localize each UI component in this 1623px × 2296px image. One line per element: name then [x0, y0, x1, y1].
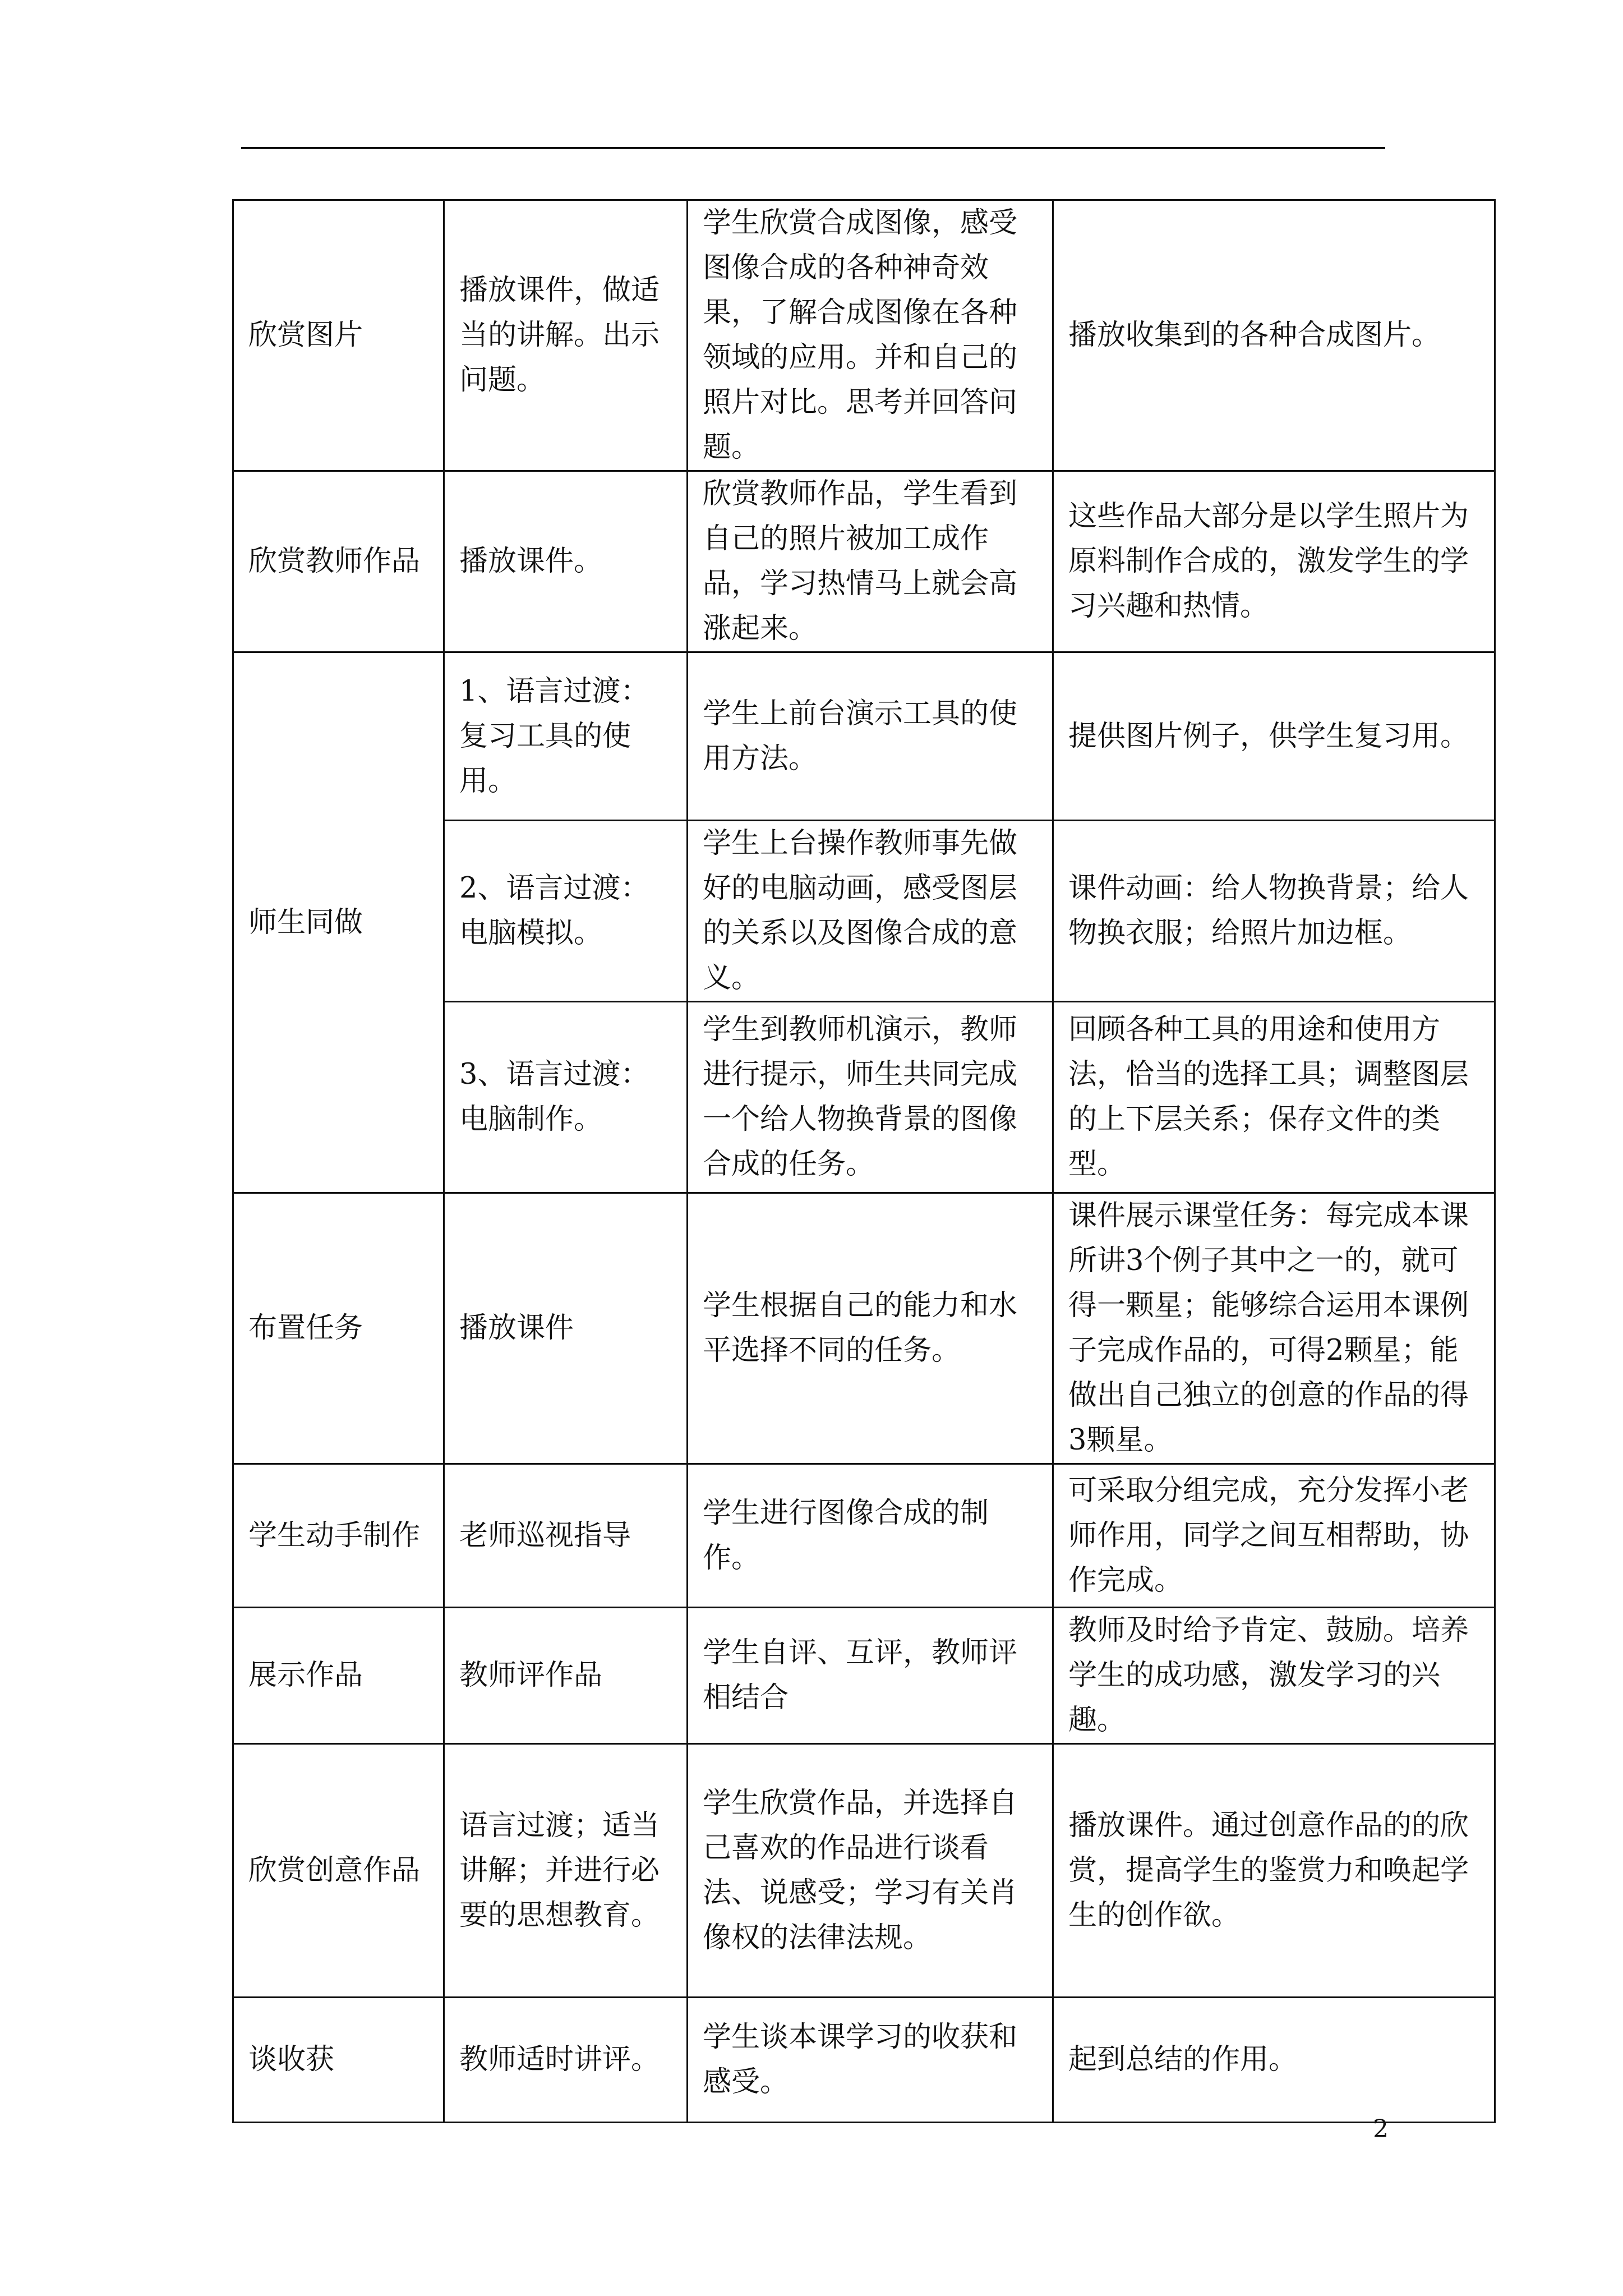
- student-activity-cell: 学生根据自己的能力和水平选择不同的任务。: [688, 1193, 1053, 1464]
- student-activity-cell: 学生自评、互评，教师评相结合: [688, 1608, 1053, 1744]
- activity-cell: 学生动手制作: [233, 1464, 444, 1608]
- design-notes-cell: 起到总结的作用。: [1053, 1998, 1495, 2123]
- table-row: [233, 1193, 1495, 1464]
- teacher-activity-cell: 播放课件: [444, 1193, 688, 1464]
- teacher-activity-cell: 播放课件，做适当的讲解。出示问题。: [444, 200, 688, 471]
- student-activity-cell: 学生上前台演示工具的使用方法。: [688, 652, 1053, 821]
- table-row: [233, 1744, 1495, 1998]
- teacher-activity-cell: 老师巡视指导: [444, 1464, 688, 1608]
- activity-cell: 欣赏图片: [233, 200, 444, 471]
- teacher-activity-cell: 教师适时讲评。: [444, 1998, 688, 2123]
- teacher-activity-cell: 教师评作品: [444, 1608, 688, 1744]
- table-row: [233, 652, 1495, 821]
- student-activity-cell: 学生上台操作教师事先做好的电脑动画，感受图层的关系以及图像合成的意义。: [688, 821, 1053, 1002]
- teacher-activity-cell: 播放课件。: [444, 471, 688, 652]
- lesson-plan-table: [232, 199, 1496, 2123]
- activity-cell: 师生同做: [233, 652, 444, 1193]
- activity-cell: 欣赏创意作品: [233, 1744, 444, 1998]
- student-activity-cell: 学生欣赏合成图像，感受图像合成的各种神奇效果，了解合成图像在各种领域的应用。并和自己的照片对比。思考并回答问题。: [688, 200, 1053, 471]
- design-notes-cell: 提供图片例子，供学生复习用。: [1053, 652, 1495, 821]
- student-activity-cell: 学生谈本课学习的收获和感受。: [688, 1998, 1053, 2123]
- activity-cell: 展示作品: [233, 1608, 444, 1744]
- design-notes-cell: 播放课件。通过创意作品的的欣赏，提高学生的鉴赏力和唤起学生的创作欲。: [1053, 1744, 1495, 1998]
- activity-cell: 谈收获: [233, 1998, 444, 2123]
- student-activity-cell: 学生进行图像合成的制作。: [688, 1464, 1053, 1608]
- header-rule: [241, 147, 1385, 149]
- design-notes-cell: 课件动画：给人物换背景；给人物换衣服；给照片加边框。: [1053, 821, 1495, 1002]
- design-notes-cell: 教师及时给予肯定、鼓励。培养学生的成功感，激发学习的兴趣。: [1053, 1608, 1495, 1744]
- student-activity-cell: 学生欣赏作品，并选择自己喜欢的作品进行谈看法、说感受；学习有关肖像权的法律法规。: [688, 1744, 1053, 1998]
- design-notes-cell: 这些作品大部分是以学生照片为原料制作合成的，激发学生的学习兴趣和热情。: [1053, 471, 1495, 652]
- table-row: [233, 1608, 1495, 1744]
- page-number: 2: [1373, 2115, 1389, 2143]
- teacher-activity-cell: 语言过渡；适当讲解；并进行必要的思想教育。: [444, 1744, 688, 1998]
- design-notes-cell: 播放收集到的各种合成图片。: [1053, 200, 1495, 471]
- table-row: [233, 1998, 1495, 2123]
- student-activity-cell: 欣赏教师作品，学生看到自己的照片被加工成作品，学习热情马上就会高涨起来。: [688, 471, 1053, 652]
- activity-cell: 布置任务: [233, 1193, 444, 1464]
- design-notes-cell: 回顾各种工具的用途和使用方法，恰当的选择工具；调整图层的上下层关系；保存文件的类型。: [1053, 1002, 1495, 1193]
- teacher-activity-cell: 1、语言过渡：复习工具的使用。: [444, 652, 688, 821]
- table-row: [233, 1464, 1495, 1608]
- design-notes-cell: 可采取分组完成，充分发挥小老师作用，同学之间互相帮助，协作完成。: [1053, 1464, 1495, 1608]
- table-row: [233, 200, 1495, 471]
- teacher-activity-cell: 3、语言过渡：电脑制作。: [444, 1002, 688, 1193]
- activity-cell: 欣赏教师作品: [233, 471, 444, 652]
- table-row: [233, 471, 1495, 652]
- teacher-activity-cell: 2、语言过渡：电脑模拟。: [444, 821, 688, 1002]
- student-activity-cell: 学生到教师机演示，教师进行提示，师生共同完成一个给人物换背景的图像合成的任务。: [688, 1002, 1053, 1193]
- design-notes-cell: 课件展示课堂任务：每完成本课所讲3个例子其中之一的，就可得一颗星；能够综合运用本课例子完成作品的，可得2颗星；能做出自己独立的创意的作品的得3颗星。: [1053, 1193, 1495, 1464]
